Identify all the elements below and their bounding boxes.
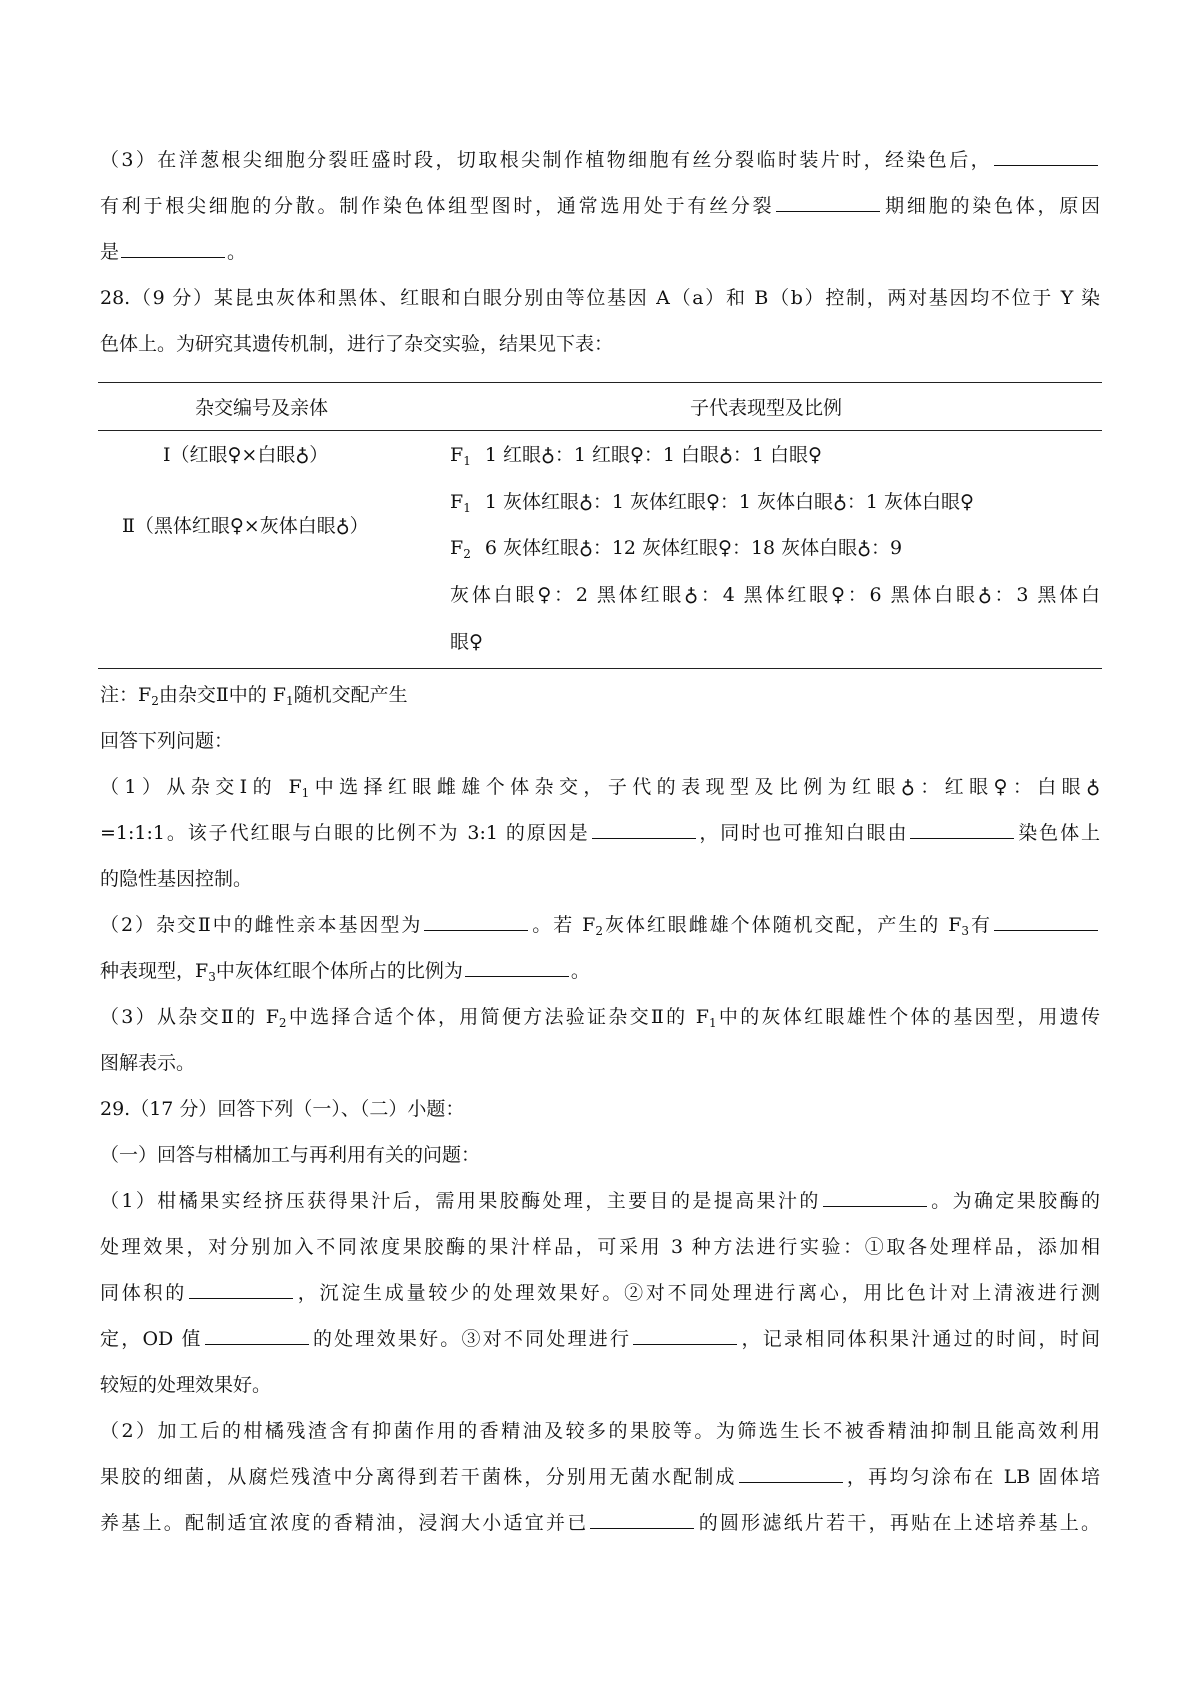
table-row2-f2-offspring: $F_2$ 6 灰体红眼♁：12 灰体红眼♀：18 灰体白眼♁：9 <box>450 537 903 561</box>
q29-intro: 29.（17 分）回答下列（一）、（二）小题： <box>100 1098 465 1120</box>
q28-part1-line3: 的隐性基因控制。 <box>100 868 253 890</box>
table-note: 注：$F_2$由杂交Ⅱ中的 $F_1$随机交配产生 <box>100 684 408 708</box>
q27-part3-line2: 有利于根尖细胞的分散。制作染色体组型图时，通常选用处于有丝分裂 期细胞的染色体，原因 <box>100 188 1100 224</box>
q29-s2-line1: （2）加工后的柑橘残渣含有抑菌作用的香精油及较多的果胶等。为筛选生长不被香精油抑制且能高效利用 <box>100 1420 1100 1442</box>
q29-part1-heading: （一）回答与柑橘加工与再利用有关的问题： <box>100 1144 481 1166</box>
table-row2-parents: Ⅱ（黑体红眼♀×灰体白眼♁） <box>122 515 369 537</box>
answer-blank[interactable] <box>633 1324 737 1345</box>
answer-blank[interactable] <box>121 237 225 258</box>
q28-intro-line1: 28.（9 分）某昆虫灰体和黑体、红眼和白眼分别由等位基因 A（a）和 B（b）控制，两对基因均不位于 Y 染 <box>100 287 1100 309</box>
q29-s1-line5: 较短的处理效果好。 <box>100 1374 272 1396</box>
answer-blank[interactable] <box>424 910 528 931</box>
table-header-right: 子代表现型及比例 <box>690 397 843 419</box>
q28-intro-line2: 色体上。为研究其遗传机制，进行了杂交实验，结果见下表： <box>100 333 614 355</box>
table-top-rule <box>98 382 1102 383</box>
q28-part2-line1: （2）杂交Ⅱ中的雌性亲本基因型为 。若 $F_2$灰体红眼雌雄个体随机交配，产生的 $F_3$有 <box>100 907 1100 943</box>
q29-s1-line1: （1）柑橘果实经挤压获得果汁后，需用果胶酶处理，主要目的是提高果汁的 。为确定果胶酶的 <box>100 1183 1100 1219</box>
q28-part1-line1: （1）从杂交Ⅰ的 $F_1$中选择红眼雌雄个体杂交，子代的表现型及比例为红眼♁：红眼♀：白眼♁ <box>100 776 1100 800</box>
table-header-left: 杂交编号及亲体 <box>195 397 329 419</box>
q29-s1-line4: 定，OD 值 的处理效果好。③对不同处理进行 ，记录相同体积果汁通过的时间，时间 <box>100 1321 1100 1357</box>
q27-part3-line3: 是 。 <box>100 234 1100 270</box>
table-row1-parents: Ⅰ（红眼♀×白眼♁） <box>163 444 329 466</box>
answer-blank[interactable] <box>776 191 880 212</box>
table-header-rule <box>98 430 1102 431</box>
table-bottom-rule <box>98 668 1102 669</box>
q27-part3-line1: （3）在洋葱根尖细胞分裂旺盛时段，切取根尖制作植物细胞有丝分裂临时装片时，经染色后， <box>100 142 1100 178</box>
q29-s2-line3: 养基上。配制适宜浓度的香精油，浸润大小适宜并已 的圆形滤纸片若干，再贴在上述培养基上。 <box>100 1505 1100 1541</box>
answer-prompt: 回答下列问题： <box>100 730 234 752</box>
answer-blank[interactable] <box>739 1462 843 1483</box>
q28-part3-line2: 图解表示。 <box>100 1052 196 1074</box>
q28-part2-line2: 种表现型，$F_3$中灰体红眼个体所占的比例为 。 <box>100 953 1100 989</box>
table-row1-offspring: $F_1$ 1 红眼♁：1 红眼♀：1 白眼♁：1 白眼♀ <box>450 444 822 468</box>
answer-blank[interactable] <box>205 1324 309 1345</box>
table-row2-f1-offspring: $F_1$ 1 灰体红眼♁：1 灰体红眼♀：1 灰体白眼♁：1 灰体白眼♀ <box>450 491 974 515</box>
q28-part3-line1: （3）从杂交Ⅱ的 $F_2$中选择合适个体，用简便方法验证杂交Ⅱ的 $F_1$中的灰体红眼雄性个体的基因型，用遗传 <box>100 1006 1100 1030</box>
answer-blank[interactable] <box>910 818 1014 839</box>
answer-blank[interactable] <box>592 818 696 839</box>
answer-blank[interactable] <box>189 1278 293 1299</box>
table-row2-f2-offspring-cont: 灰体白眼♀：2 黑体红眼♁：4 黑体红眼♀：6 黑体白眼♁：3 黑体白 <box>450 584 1100 606</box>
answer-blank[interactable] <box>465 956 569 977</box>
answer-blank[interactable] <box>823 1186 927 1207</box>
answer-blank[interactable] <box>994 910 1098 931</box>
q29-s1-line3: 同体积的 ，沉淀生成量较少的处理效果好。②对不同处理进行离心，用比色计对上清液进行测 <box>100 1275 1100 1311</box>
answer-blank[interactable] <box>994 145 1098 166</box>
answer-blank[interactable] <box>590 1508 694 1529</box>
q29-s2-line2: 果胶的细菌，从腐烂残渣中分离得到若干菌株，分别用无菌水配制成 ，再均匀涂布在 LB 固体培 <box>100 1459 1100 1495</box>
q28-part1-line2: =1:1:1。该子代红眼与白眼的比例不为 3:1 的原因是 ，同时也可推知白眼由 染色体上 <box>100 815 1100 851</box>
table-row2-f2-offspring-end: 眼♀ <box>450 631 483 653</box>
q29-s1-line2: 处理效果，对分别加入不同浓度果胶酶的果汁样品，可采用 3 种方法进行实验：①取各处理样品，添加相 <box>100 1236 1100 1258</box>
